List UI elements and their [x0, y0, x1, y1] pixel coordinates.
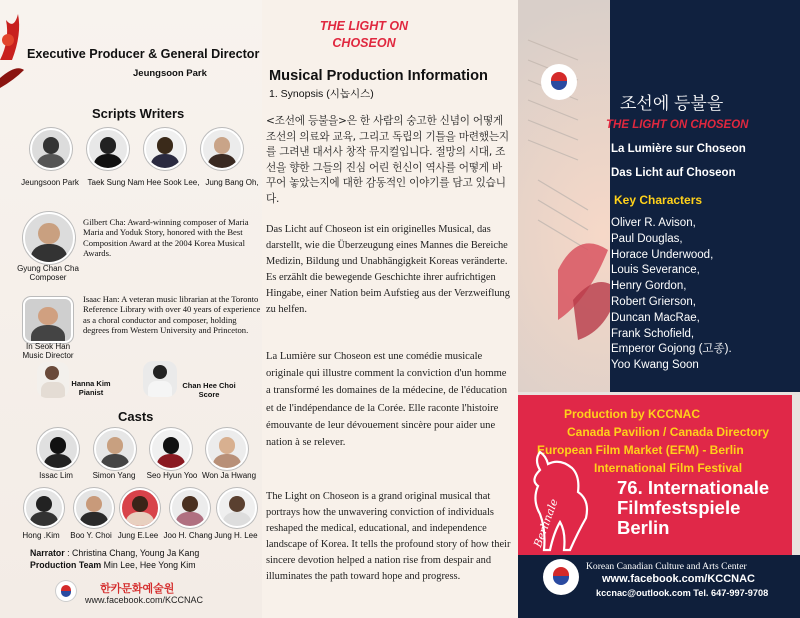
cast-name-3: Seo Hyun Yoo: [146, 471, 198, 480]
cast-name-4: Won Ja Hwang: [201, 471, 257, 480]
narrator-line: Narrator : Christina Chang, Young Ja Kang: [30, 548, 200, 558]
festival-name: [617, 478, 769, 538]
key-characters-heading: Key Characters: [614, 193, 703, 207]
middle-column: [262, 0, 518, 618]
character-1: Oliver R. Avison,: [611, 217, 696, 229]
writer-photo-4: [201, 128, 243, 170]
writer-photo-1: [30, 128, 72, 170]
right-facebook-link[interactable]: www.facebook.com/KCCNAC: [602, 573, 756, 585]
scripts-writers-heading: Scripts Writers: [92, 106, 185, 121]
writer-name-3: Hee Sook Lee,: [146, 178, 200, 187]
character-7: Duncan MacRae,: [611, 311, 700, 324]
production-line-1: Production by KCCNAC: [564, 407, 700, 421]
music-director-photo: [23, 297, 73, 343]
cast-photo-7: [120, 488, 160, 528]
contact-info[interactable]: kccnac@outlook.com Tel. 647-997-9708: [596, 588, 769, 598]
musical-title-red: THE LIGHT ON CHOSEON: [319, 19, 409, 50]
writer-photo-3: [144, 128, 186, 170]
music-director-bio: Isaac Han: A veteran music librarian at the Toronto Reference Library with over 40 years of experience as a choral conductor and composer, holding degrees from Western University and Princeton.: [83, 294, 261, 335]
english-title-red: THE LIGHT ON CHOSEON: [606, 119, 749, 131]
character-6: Robert Grierson,: [611, 295, 697, 308]
kccnac-logo-top: [541, 64, 577, 100]
cast-photo-6: [74, 488, 114, 528]
festival-line-2: Filmfestspiele: [617, 497, 741, 518]
cast-photo-3: [150, 428, 192, 470]
production-team-line: Production Team Min Lee, Hee Yong Kim: [30, 560, 196, 570]
casts-heading: Casts: [118, 409, 154, 424]
korean-title: 조선에 등불을: [620, 94, 724, 113]
french-title: La Lumière sur Choseon: [611, 143, 746, 155]
character-3: Horace Underwood,: [611, 248, 714, 261]
cast-photo-4: [206, 428, 248, 470]
character-8: Frank Schofield,: [611, 327, 695, 340]
cast-name-9: Jung H. Lee: [214, 531, 258, 540]
score-name: Chan Hee Choi Score: [182, 381, 236, 399]
production-info-heading: Musical Production Information: [269, 68, 488, 84]
pianist-name: Hanna Kim Pianist: [71, 379, 111, 397]
composer-bio: Gilbert Cha: Award-winning composer of Maria Maria and Yoduk Story, honored with the Best Composition Award at the 2004 Korea Musical Awards.: [83, 217, 249, 258]
cast-photo-8: [170, 488, 210, 528]
score-photo: [143, 361, 177, 397]
cast-photo-1: [37, 428, 79, 470]
synopsis-french: La Lumière sur Choseon est une comédie musicale originale qui illustre comment la conviction d'un homme a transformé les domaines de la médecine, de l'éducation et de l'indépendance de la Corée. Elle raconte l'histoire émouvante de leur dévouement sincère pour aider une nation à se relever.: [266, 351, 508, 449]
left-column: [0, 0, 262, 618]
composer-name: Gyung Chan Cha Composer: [17, 264, 79, 282]
cast-name-2: Simon Yang: [92, 471, 136, 480]
production-line-3: European Film Market (EFM) - Berlin: [537, 443, 744, 457]
cast-name-1: Issac Lim: [39, 471, 73, 480]
synopsis-english: The Light on Choseon is a grand original musical that portrays how the unwavering conviction of individuals reshaped the medical, educational, and independence landscape of Korea. It tells the profound story of how their sincere devotion helped a nation rise from despair and illuminates the path toward hope and progress.: [266, 491, 511, 582]
character-4: Louis Severance,: [611, 264, 700, 277]
festival-line-1: 76. Internationale: [617, 477, 770, 498]
music-director-name: In Seok Han Music Director: [22, 342, 74, 360]
exec-producer-heading: Executive Producer & General Director: [27, 47, 260, 61]
synopsis-korean: <조선에 등불을>은 한 사람의 숭고한 신념이 어떻게 조선의 의료와 교육, 그리고 독립의 기틀을 마련했는지를 그려낸 대서사 창작 뮤지컬입니다. 절망의 시대, 조선을 향한 그들의 진심 어린 헌신이 역사를 어떻게 바꾸어 놓았는지에 대한 감동적인 이야기를 담고 있습니다.: [266, 115, 509, 205]
cast-photo-5: [24, 488, 64, 528]
synopsis-german: Das Licht auf Choseon ist ein originelles Musical, das darstellt, wie die Überzeugung eines Mannes die Bereiche Medizin, Bildung und Unabhängigkeit Koreas veränderte. Es erzählt die bewegende Geschichte ihrer aufrichtigen Hingabe, einer Nation beim Aufstieg aus der Verzweiflung zu helfen.: [266, 224, 510, 315]
kccnac-logo-small: [56, 581, 76, 601]
berlinale-bear-icon: [520, 440, 600, 555]
center-name: Korean Canadian Culture and Arts Center: [586, 561, 747, 572]
left-facebook-link[interactable]: www.facebook.com/KCCNAC: [85, 595, 204, 605]
production-line-4: International Film Festival: [594, 461, 743, 475]
festival-line-3: Berlin: [617, 517, 670, 538]
berlinale-script-text: Berlinale: [531, 497, 561, 550]
cast-photo-2: [94, 428, 136, 470]
flower-decoration: [0, 0, 28, 90]
character-2: Paul Douglas,: [611, 232, 683, 245]
exec-producer-name: Jeungsoon Park: [133, 68, 207, 79]
org-korean-name: 한카문화예술원: [100, 583, 175, 595]
synopsis-subheading: 1. Synopsis (시놉시스): [269, 88, 374, 100]
production-line-2: Canada Pavilion / Canada Directory: [567, 425, 770, 439]
cast-name-8: Joo H. Chang: [163, 531, 213, 540]
german-title: Das Licht auf Choseon: [611, 167, 736, 179]
writer-name-2: Taek Sung Nam: [87, 178, 145, 187]
kccnac-logo-bottom: [543, 559, 579, 595]
character-9: Emperor Gojong (고종).: [611, 343, 732, 356]
character-5: Henry Gordon,: [611, 280, 687, 293]
cast-name-6: Boo Y. Choi: [70, 531, 112, 540]
cast-photo-9: [217, 488, 257, 528]
writer-photo-2: [87, 128, 129, 170]
writer-name-1: Jeungsoon Park: [21, 178, 79, 187]
writer-name-4: Jung Bang Oh,: [205, 178, 259, 187]
key-characters-list: [611, 216, 732, 374]
composer-photo: [23, 212, 75, 264]
cast-name-5: Hong .Kim: [22, 531, 60, 540]
character-10: Yoo Kwang Soon: [611, 359, 699, 372]
cast-name-7: Jung E.Lee: [117, 531, 159, 540]
